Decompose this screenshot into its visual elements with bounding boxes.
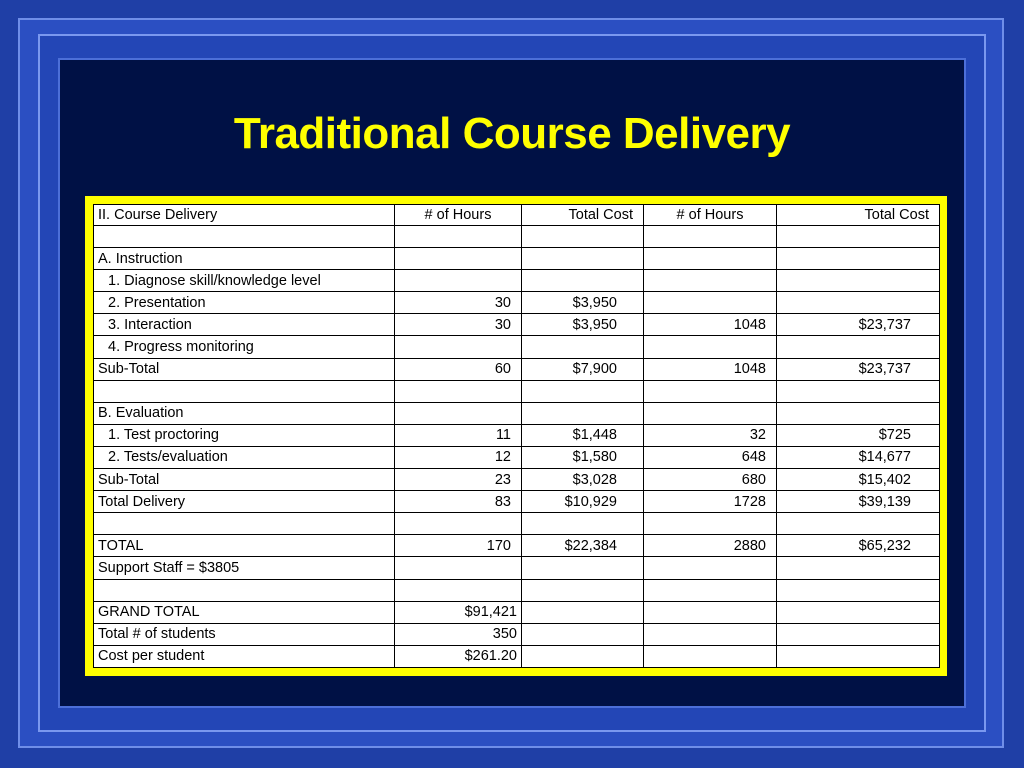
- total-cost-1-cell: $1,448: [522, 424, 644, 446]
- hours-2-cell: [644, 380, 777, 402]
- total-cost-2-cell: [777, 601, 940, 623]
- table-header-row: [94, 205, 940, 226]
- row-label: 2. Presentation: [94, 292, 395, 314]
- hours-2-cell: [644, 248, 777, 270]
- table-row: [94, 645, 940, 667]
- total-cost-1-cell: [522, 380, 644, 402]
- row-label: Total Delivery: [94, 491, 395, 513]
- total-cost-1-cell: [522, 248, 644, 270]
- hours-2-cell: 1048: [644, 314, 777, 336]
- table-row: [94, 336, 940, 358]
- hours-2-cell: [644, 601, 777, 623]
- hours-1-cell: [395, 336, 522, 358]
- hours-2-cell: 2880: [644, 535, 777, 557]
- total-cost-1-cell: $10,929: [522, 491, 644, 513]
- total-cost-2-cell: [777, 579, 940, 601]
- hours-1-cell: [395, 226, 522, 248]
- table-row: [94, 469, 940, 491]
- hours-2-cell: [644, 513, 777, 535]
- hours-1-cell: 11: [395, 424, 522, 446]
- hours-1-cell: 350: [395, 623, 522, 645]
- total-cost-2-cell: [777, 513, 940, 535]
- table-row: [94, 270, 940, 292]
- row-label: Support Staff = $3805: [94, 557, 395, 579]
- total-cost-2-cell: $15,402: [777, 469, 940, 491]
- total-cost-1-cell: [522, 579, 644, 601]
- hours-2-cell: [644, 645, 777, 667]
- hours-2-cell: 32: [644, 424, 777, 446]
- table-row: [94, 623, 940, 645]
- header-total-cost-1: Total Cost: [522, 205, 644, 226]
- table-row: [94, 513, 940, 535]
- row-label: [94, 579, 395, 601]
- hours-2-cell: [644, 402, 777, 424]
- hours-2-cell: [644, 557, 777, 579]
- total-cost-2-cell: $725: [777, 424, 940, 446]
- row-label: [94, 226, 395, 248]
- total-cost-1-cell: [522, 557, 644, 579]
- hours-2-cell: 648: [644, 446, 777, 468]
- total-cost-2-cell: $14,677: [777, 446, 940, 468]
- hours-1-cell: 30: [395, 314, 522, 336]
- row-label: 3. Interaction: [94, 314, 395, 336]
- row-label: B. Evaluation: [94, 402, 395, 424]
- row-label: 4. Progress monitoring: [94, 336, 395, 358]
- total-cost-2-cell: [777, 248, 940, 270]
- total-cost-1-cell: [522, 402, 644, 424]
- hours-2-cell: [644, 270, 777, 292]
- row-label: 1. Test proctoring: [94, 424, 395, 446]
- hours-1-cell: [395, 402, 522, 424]
- hours-2-cell: [644, 226, 777, 248]
- total-cost-2-cell: [777, 226, 940, 248]
- row-label: A. Instruction: [94, 248, 395, 270]
- hours-2-cell: 1048: [644, 358, 777, 380]
- total-cost-1-cell: [522, 645, 644, 667]
- hours-1-cell: 23: [395, 469, 522, 491]
- total-cost-1-cell: $22,384: [522, 535, 644, 557]
- slide-title: Traditional Course Delivery: [233, 109, 791, 158]
- table-row: [94, 535, 940, 557]
- hours-1-cell: [395, 579, 522, 601]
- hours-1-cell: 170: [395, 535, 522, 557]
- hours-2-cell: [644, 579, 777, 601]
- table-row: [94, 248, 940, 270]
- total-cost-2-cell: [777, 645, 940, 667]
- table-row: [94, 601, 940, 623]
- row-label: Cost per student: [94, 645, 395, 667]
- total-cost-2-cell: $23,737: [777, 358, 940, 380]
- total-cost-2-cell: [777, 380, 940, 402]
- header-hours-2: # of Hours: [644, 205, 777, 226]
- total-cost-2-cell: [777, 557, 940, 579]
- course-delivery-table: [93, 204, 940, 668]
- row-label: Sub-Total: [94, 469, 395, 491]
- hours-1-cell: 83: [395, 491, 522, 513]
- row-label: GRAND TOTAL: [94, 601, 395, 623]
- total-cost-2-cell: $65,232: [777, 535, 940, 557]
- total-cost-2-cell: [777, 623, 940, 645]
- row-label: 2. Tests/evaluation: [94, 446, 395, 468]
- header-course-delivery: II. Course Delivery: [94, 205, 395, 226]
- hours-1-cell: 12: [395, 446, 522, 468]
- table-row: [94, 314, 940, 336]
- table-row: [94, 380, 940, 402]
- row-label: TOTAL: [94, 535, 395, 557]
- total-cost-2-cell: [777, 336, 940, 358]
- row-label: Sub-Total: [94, 358, 395, 380]
- total-cost-1-cell: [522, 270, 644, 292]
- row-label: [94, 513, 395, 535]
- hours-1-cell: [395, 380, 522, 402]
- hours-1-cell: [395, 513, 522, 535]
- header-total-cost-2: Total Cost: [777, 205, 940, 226]
- hours-2-cell: [644, 623, 777, 645]
- table-row: [94, 557, 940, 579]
- table-row: [94, 579, 940, 601]
- table-row: [94, 446, 940, 468]
- header-hours-1: # of Hours: [395, 205, 522, 226]
- total-cost-1-cell: [522, 623, 644, 645]
- hours-1-cell: [395, 270, 522, 292]
- row-label: Total # of students: [94, 623, 395, 645]
- total-cost-1-cell: $7,900: [522, 358, 644, 380]
- hours-1-cell: $91,421: [395, 601, 522, 623]
- total-cost-1-cell: [522, 513, 644, 535]
- row-label: 1. Diagnose skill/knowledge level: [94, 270, 395, 292]
- total-cost-1-cell: [522, 601, 644, 623]
- table-row: [94, 226, 940, 248]
- total-cost-1-cell: $3,950: [522, 314, 644, 336]
- hours-1-cell: $261.20: [395, 645, 522, 667]
- hours-1-cell: 60: [395, 358, 522, 380]
- hours-2-cell: 1728: [644, 491, 777, 513]
- table-row: [94, 402, 940, 424]
- table-row: [94, 424, 940, 446]
- total-cost-1-cell: [522, 226, 644, 248]
- hours-1-cell: [395, 557, 522, 579]
- total-cost-1-cell: $3,950: [522, 292, 644, 314]
- total-cost-1-cell: [522, 336, 644, 358]
- hours-2-cell: 680: [644, 469, 777, 491]
- hours-2-cell: [644, 292, 777, 314]
- total-cost-2-cell: $23,737: [777, 314, 940, 336]
- hours-1-cell: 30: [395, 292, 522, 314]
- table-row: [94, 292, 940, 314]
- hours-2-cell: [644, 336, 777, 358]
- total-cost-2-cell: $39,139: [777, 491, 940, 513]
- total-cost-2-cell: [777, 402, 940, 424]
- hours-1-cell: [395, 248, 522, 270]
- row-label: [94, 380, 395, 402]
- total-cost-2-cell: [777, 270, 940, 292]
- table-row: [94, 491, 940, 513]
- total-cost-1-cell: $3,028: [522, 469, 644, 491]
- table-highlight-frame: [85, 196, 947, 676]
- table-row: [94, 358, 940, 380]
- total-cost-2-cell: [777, 292, 940, 314]
- total-cost-1-cell: $1,580: [522, 446, 644, 468]
